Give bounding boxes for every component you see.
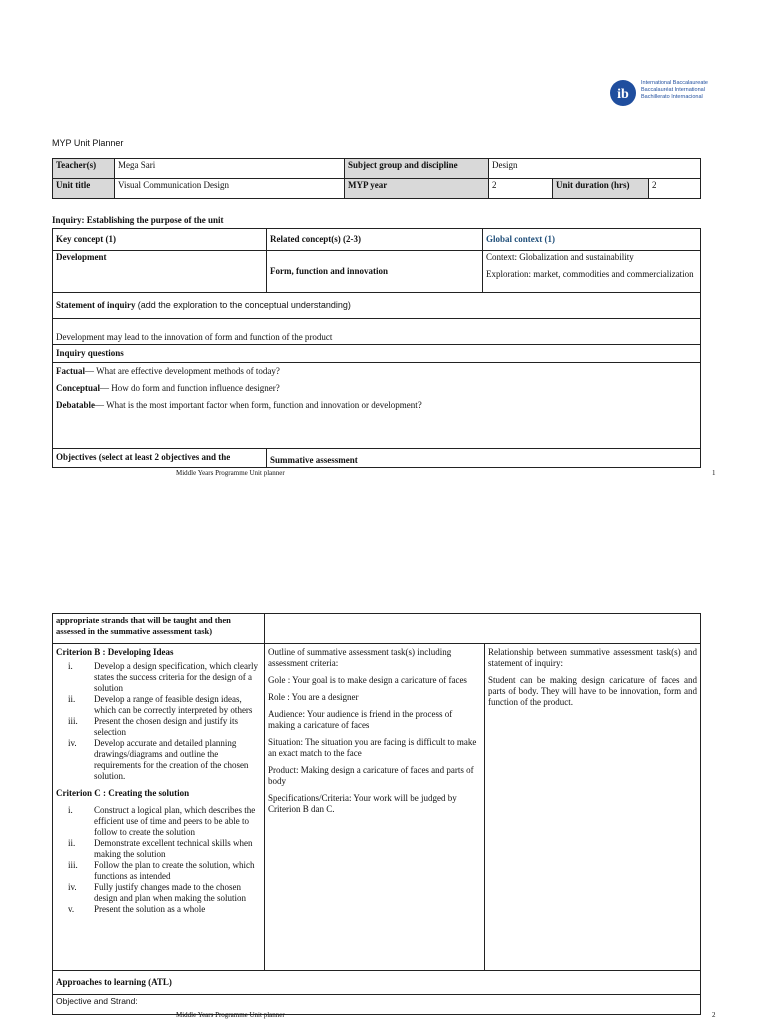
criterion-b-title: Criterion B : Developing Ideas (56, 647, 174, 657)
relationship-para: Student can be making design caricature of faces and parts of body. They will have to be innovation, form and function of the product. (488, 675, 697, 707)
relationship-para: Relationship between summative assessment task(s) and statement of inquiry: (488, 647, 697, 668)
global-context-label: Global context (1) (483, 229, 701, 251)
related-concepts-value: Form, function and innovation (267, 251, 483, 293)
list-text: Follow the plan to create the solution, which functions as intended (94, 860, 255, 881)
list-item (56, 882, 261, 904)
list-item (56, 661, 261, 694)
conceptual-text: How do form and function influence designer? (111, 383, 280, 393)
list-item (56, 860, 261, 882)
list-number: ii. (68, 838, 76, 848)
page2-table (52, 613, 701, 1015)
inquiry-questions-cell (53, 363, 701, 449)
summative-label: Summative assessment (267, 449, 701, 468)
logo-line-1: International Baccalaureate (641, 80, 708, 86)
summative-para: Situation: The situation you are facing is difficult to make an exact match to the face (268, 737, 477, 758)
list-item (56, 738, 261, 782)
summative-header-empty (265, 614, 701, 644)
list-number: iv. (68, 882, 77, 892)
myp-year-value: 2 (489, 179, 553, 199)
list-number: ii. (68, 694, 76, 704)
conceptual-question: Conceptual— How do form and function influence designer? (56, 383, 280, 393)
list-number: iii. (68, 716, 78, 726)
list-text: Present the solution as a whole (94, 904, 206, 914)
planner-title: MYP Unit Planner (52, 138, 124, 148)
logo-line-3: Bachillerato Internacional (641, 94, 703, 100)
related-concepts-label: Related concept(s) (2-3) (267, 229, 483, 251)
criterion-c-list (56, 805, 261, 915)
ib-logo-icon (608, 78, 638, 108)
teacher-value: Mega Sari (115, 159, 345, 179)
list-number: iv. (68, 738, 77, 748)
debatable-text: What is the most important factor when form, function and innovation or development? (106, 400, 422, 410)
list-item (56, 805, 261, 838)
factual-text: What are effective development methods of today? (96, 366, 280, 376)
list-text: Fully justify changes made to the chosen design and plan when making the solution (94, 882, 246, 903)
list-number: iii. (68, 860, 78, 870)
subject-label: Subject group and discipline (345, 159, 489, 179)
list-item (56, 694, 261, 716)
statement-value: Development may lead to the innovation of form and function of the product (53, 319, 701, 345)
objectives-cell (53, 644, 265, 971)
list-text: Develop a range of feasible design ideas, which can be correctly interpreted by others (94, 694, 253, 715)
inquiry-questions-label: Inquiry questions (53, 345, 701, 363)
criterion-b-list (56, 661, 261, 782)
statement-label: Statement of inquiry (56, 300, 136, 310)
list-number: v. (68, 904, 75, 914)
factual-question: Factual— What are effective development methods of today? (56, 366, 280, 376)
unit-title-label: Unit title (53, 179, 115, 199)
unit-title-value: Visual Communication Design (115, 179, 345, 199)
summative-para: Audience: Your audience is friend in the process of making a caricature of faces (268, 709, 453, 730)
footer-page-1: 1 (712, 469, 716, 477)
criterion-c-title: Criterion C : Creating the solution (56, 788, 190, 798)
debatable-question: Debatable— What is the most important factor when form, function and innovation or development? (56, 400, 422, 410)
factual-label: Factual (56, 366, 85, 376)
duration-value: 2 (649, 179, 701, 199)
statement-hint: (add the exploration to the conceptual understanding) (137, 300, 351, 310)
global-exploration-text: Exploration: market, commodities and commercialization (486, 269, 694, 279)
relationship-cell (485, 644, 701, 971)
logo-line-2: Baccalauréat International (641, 87, 705, 93)
debatable-label: Debatable (56, 400, 95, 410)
summative-para: Specifications/Criteria: Your work will be judged by Criterion B dan C. (268, 793, 457, 814)
list-text: Develop a design specification, which clearly states the success criteria for the design of a solution (94, 661, 258, 693)
summative-para: Outline of summative assessment task(s) including assessment criteria: (268, 647, 452, 668)
objective-strand-label: Objective and Strand: (53, 995, 701, 1015)
summative-outline-cell (265, 644, 485, 971)
list-text: Construct a logical plan, which describes the efficient use of time and peers to be able to follow to create the solution (94, 805, 256, 837)
global-context-cell (483, 251, 701, 293)
list-text: Present the chosen design and justify its selection (94, 716, 238, 737)
list-number: i. (68, 661, 73, 671)
inquiry-heading: Inquiry: Establishing the purpose of the unit (52, 215, 224, 225)
key-concept-value: Development (53, 251, 267, 293)
myp-year-label: MYP year (345, 179, 489, 199)
global-context-text: Context: Globalization and sustainability (486, 252, 634, 262)
statement-label-cell (53, 293, 701, 319)
footer-text-2: Middle Years Programme Unit planner (176, 1011, 285, 1019)
list-item (56, 716, 261, 738)
list-text: Demonstrate excellent technical skills when making the solution (94, 838, 253, 859)
list-item (56, 838, 261, 860)
summative-para: Gole : Your goal is to make design a caricature of faces (268, 675, 467, 685)
footer-page-2: 2 (712, 1011, 716, 1019)
footer-text-1: Middle Years Programme Unit planner (176, 469, 285, 477)
list-number: i. (68, 805, 73, 815)
summative-para: Role : You are a designer (268, 692, 359, 702)
inquiry-table (52, 228, 701, 468)
objectives-continued: appropriate strands that will be taught and then assessed in the summative assessment task) (53, 614, 265, 644)
objectives-label: Objectives (select at least 2 objectives and the (53, 449, 267, 468)
list-item (56, 904, 261, 915)
svg-text:ib: ib (617, 87, 629, 102)
conceptual-label: Conceptual (56, 383, 101, 393)
duration-label: Unit duration (hrs) (553, 179, 649, 199)
subject-value: Design (489, 159, 701, 179)
summative-para: Product: Making design a caricature of faces and parts of body (268, 765, 474, 786)
list-text: Develop accurate and detailed planning drawings/diagrams and outline the requirements for the creation of the chosen solution. (94, 738, 249, 781)
atl-label: Approaches to learning (ATL) (53, 971, 701, 995)
key-concept-label: Key concept (1) (53, 229, 267, 251)
ib-logo (608, 78, 718, 110)
teacher-label: Teacher(s) (53, 159, 115, 179)
unit-info-table (52, 158, 701, 199)
